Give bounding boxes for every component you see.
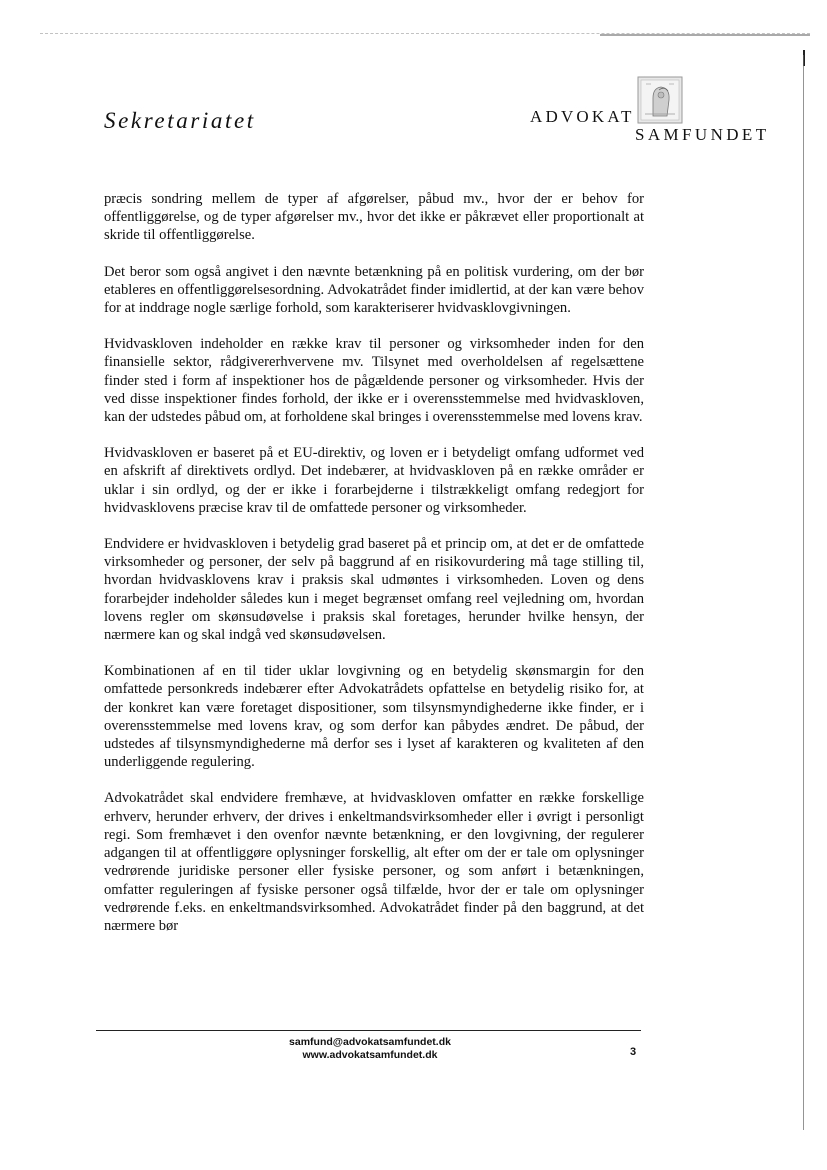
paragraph: Hvidvaskloven indeholder en række krav til personer og virksomheder inden for den finansielle sektor, rådgivererhvervene mv. Tilsynet med overholdelsen af regelsættene finder sted i form af inspektioner hos de pågældende personer og virksomheder. Hvis der ved disse inspektioner findes forhold, der ikke er i overensstemmelse med hvidvaskloven, kan der udstedes påbud om, at forholdene skal bringes i overensstemmelse med lovens krav. [104, 336, 644, 426]
paragraph: Advokatrådet skal endvidere fremhæve, at hvidvaskloven omfatter en række forskellige erhverv, herunder erhverv, der drives i enkeltmandsvirksomheder eller i øvrigt i personligt regi. Som fremhævet i den ovenfor nævnte betænkning, er den lovgivning, der regulerer adgangen til at offentliggøre oplysninger forskellig, alt efter om der er tale om oplysninger vedrørende juridiske personer eller fysiske personer, og som anført i betænkningen, omfatter reguleringen af fysiske personer også tilfælde, hvor der er tale om oplysninger vedrørende f.eks. en enkeltmandsvirksomhed. Advokatrådet finder på den baggrund, at det nærmere bør [104, 790, 644, 934]
footer-divider [96, 1030, 641, 1031]
scan-right-edge [803, 55, 804, 1130]
footer-email[interactable]: samfund@advokatsamfundet.dk [289, 1036, 451, 1048]
logo-text-advokat: ADVOKAT [530, 107, 635, 126]
logo-text-samfundet: SAMFUNDET [635, 125, 770, 144]
paragraph: Det beror som også angivet i den nævnte betænkning på en politisk vurdering, om der bør etableres en offentliggørelsesordning. Advokatrådet finder imidlertid, at der kan være behov for at inddrage nogle særlige forhold, som karakteriserer hvidvasklovgivningen. [104, 263, 644, 317]
paragraph: Kombinationen af en til tider uklar lovgivning og en betydelig skønsmargin for den omfattede personkreds indebærer efter Advokatrådets opfattelse en betydelig risiko for, at der konkret kan være foretaget dispositioner, som tilsynsmyndighederne ikke finder, er i overensstemmelse med lovens krav, og som derfor kan påbydes ændret. De påbud, der udstedes af tilsynsmyndighederne må derfor ses i lyset af karakteren og kvaliteten af den underliggende regulering. [104, 663, 644, 771]
paragraph: Hvidvaskloven er baseret på et EU-direktiv, og loven er i betydeligt omfang udformet ved en afskrift af direktivets ordlyd. Det indebærer, at hvidvaskloven på en række områder er uklar i sin ordlyd, og der er ikke i forarbejderne i tilstrækkeligt omfang redegjort for hvidvasklovens præcise krav til de omfattede personer og virksomheder. [104, 445, 644, 516]
seal-emblem-icon [637, 76, 683, 124]
letter-body [104, 190, 644, 953]
scan-top-edge-dark [600, 34, 810, 36]
paragraph: Endvidere er hvidvaskloven i betydelig grad baseret på et princip om, at det er de omfattede virksomheder og personer, der selv på baggrund af en risikovurdering må tage stilling til, hvordan hvidvasklovens krav i praksis skal udmøntes i virksomheden. Loven og dens forarbejder indeholder således kun i meget begrænset omfang reel vejledning om, hvordan lovens regler om skønsudøvelse i praksis skal foretages, herunder hvilke hensyn, der nærmere kan og skal indgå ved skønsudøvelsen. [104, 536, 644, 644]
paragraph: præcis sondring mellem de typer af afgørelser, påbud mv., hvor der er behov for offentliggørelse, og de typer afgørelser mv., hvor det ikke er påkrævet eller proportionalt at skride til offentliggørelse. [104, 191, 644, 244]
page-number: 3 [630, 1046, 637, 1058]
footer-website[interactable]: www.advokatsamfundet.dk [302, 1049, 438, 1061]
department-heading: Sekretariatet [104, 108, 256, 133]
